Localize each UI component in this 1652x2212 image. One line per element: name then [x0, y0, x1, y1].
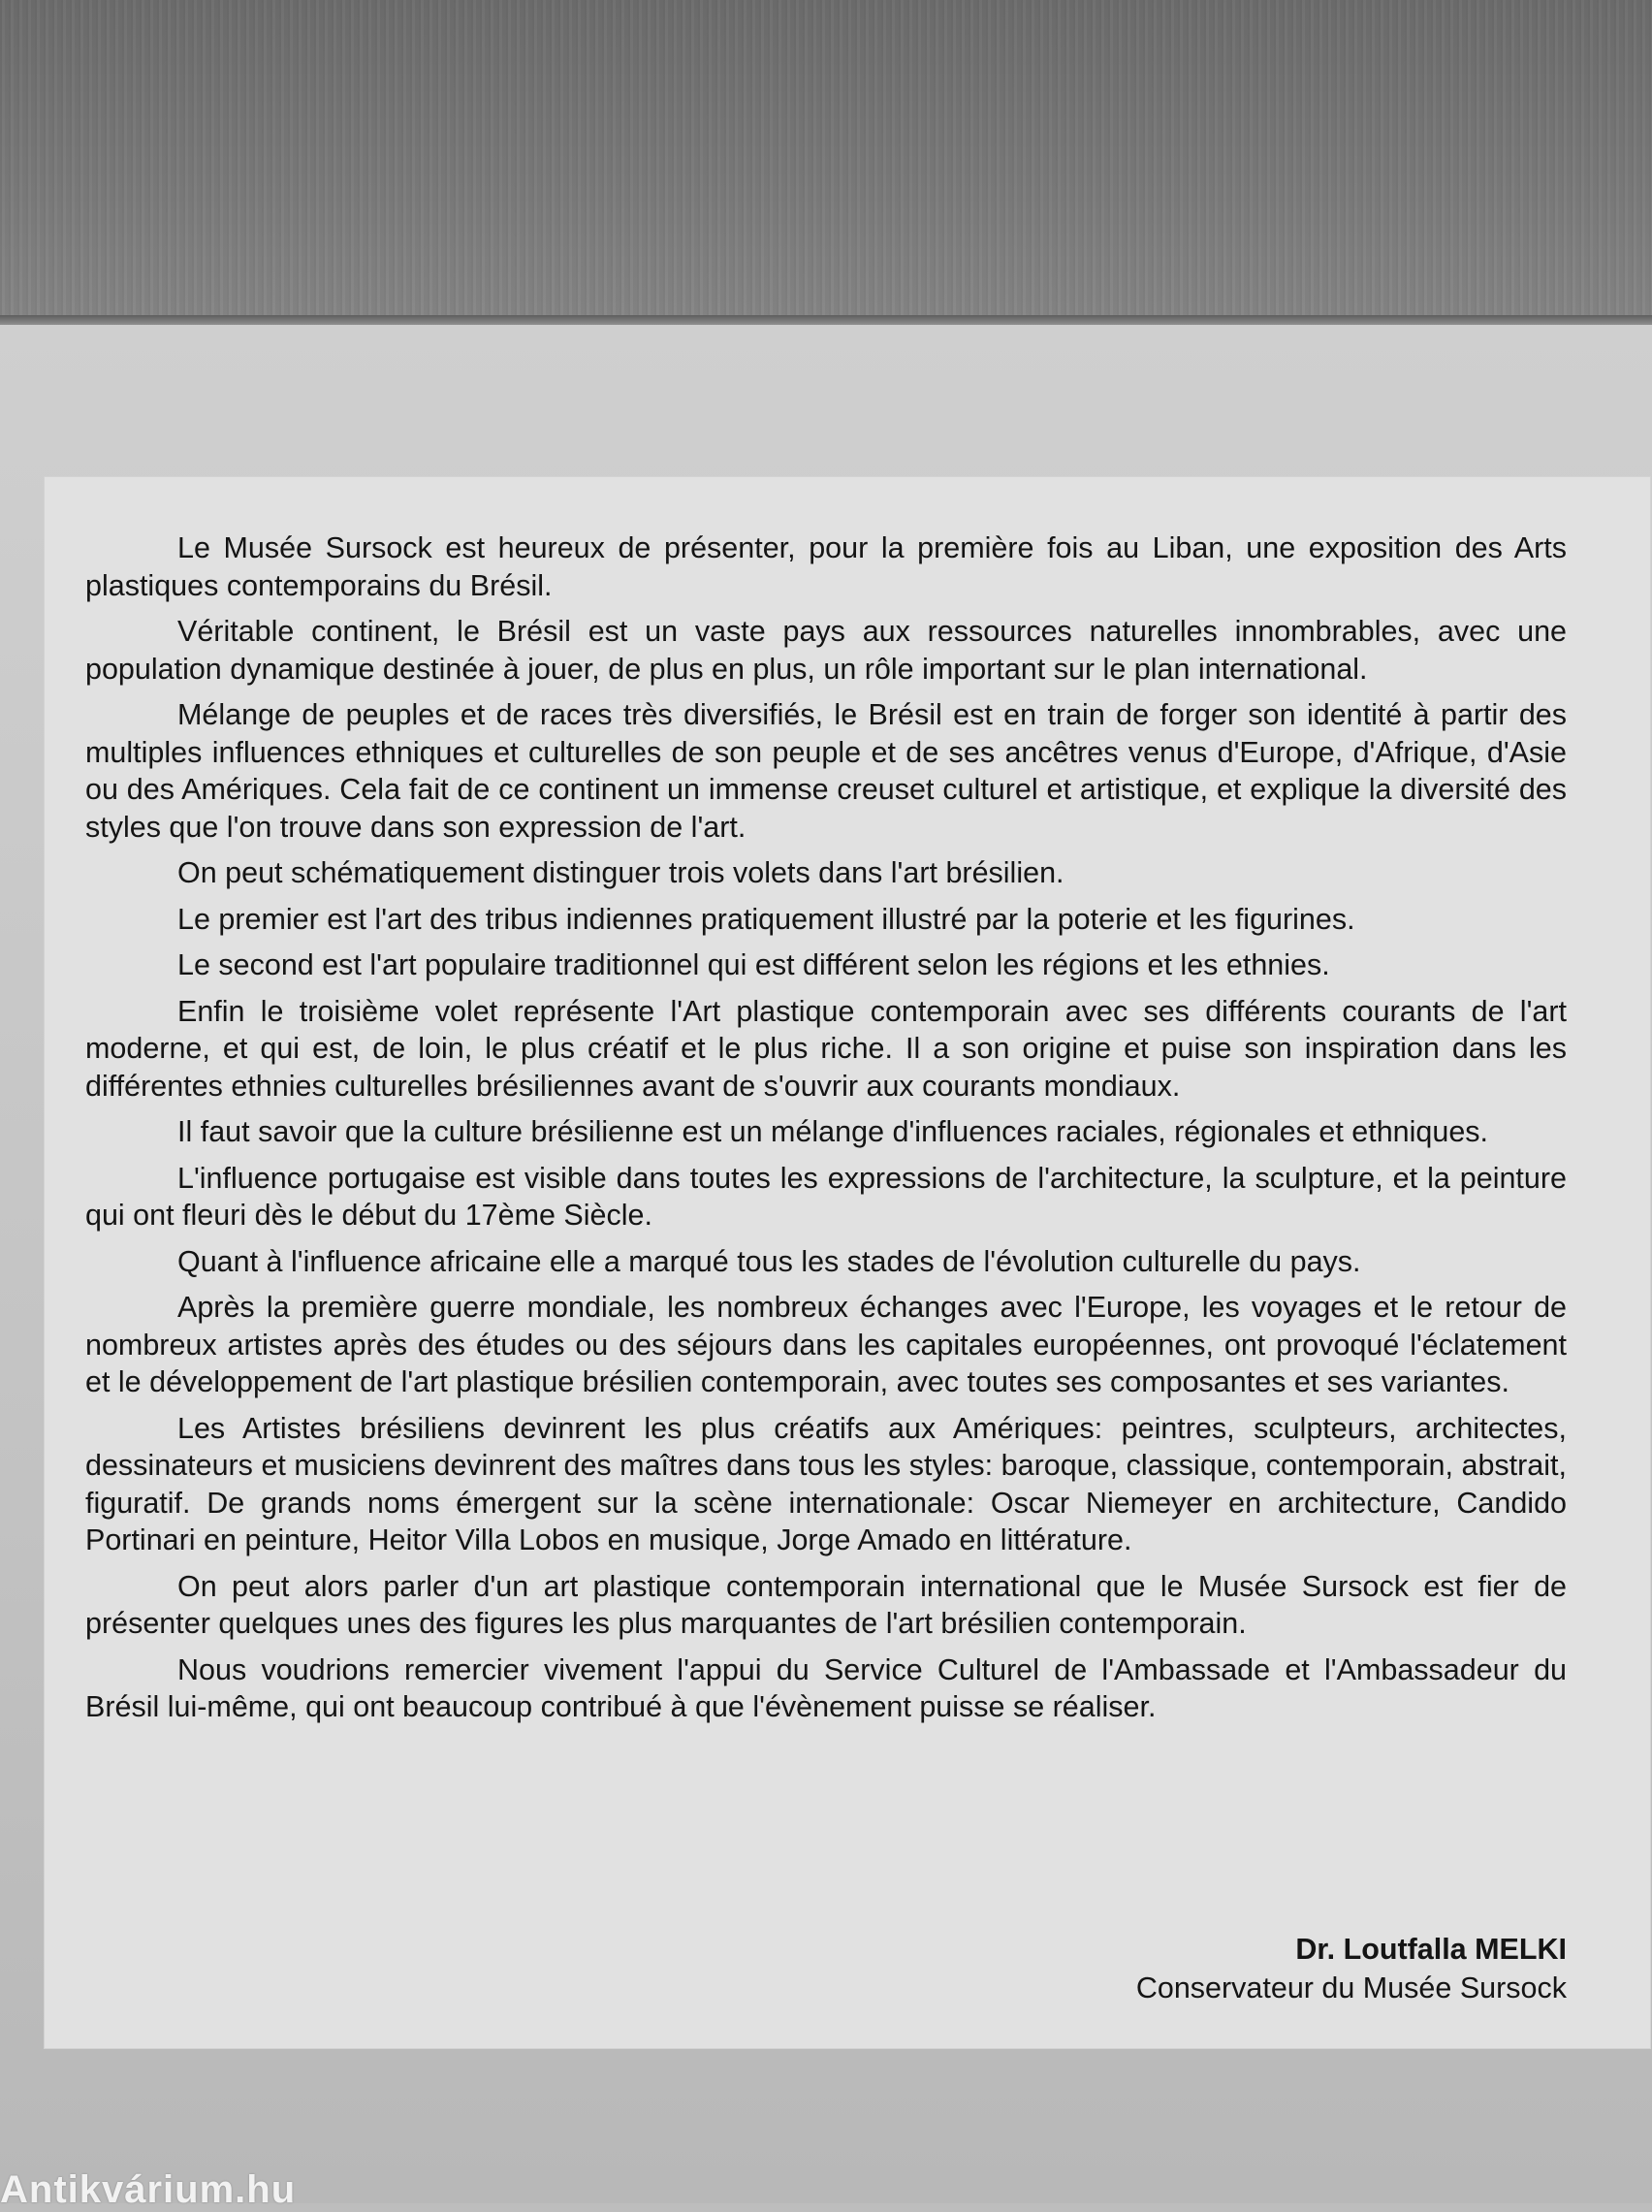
paragraph-14: Nous voudrions remercier vivement l'appui du Service Culturel de l'Ambassade et l'Ambassadeur du Brésil lui-même, qui ont beaucoup contribué à que l'évènement puisse se réaliser. [85, 1652, 1567, 1723]
background-wall [0, 0, 1652, 323]
watermark-text: Antikvárium.hu [0, 2168, 297, 2211]
paragraph-11: Après la première guerre mondiale, les nombreux échanges avec l'Europe, les voyages et le retour de nombreux artistes après des études ou des séjours dans les capitales européennes, ont provoqué l'éclatement et le développement de l'art plastique brésilien contemporain, avec toutes ses composantes et ses variantes. [85, 1291, 1567, 1398]
paragraph-12: Les Artistes brésiliens devinrent les plus créatifs aux Amériques: peintres, sculpteurs, architectes, dessinateurs et musiciens devinrent des maîtres dans tous les styles: baroque, classique, contemporain, abstrait, figuratif. De grands noms émergent sur la scène internationale: Oscar Niemeyer en architecture, Candido Portinari en peinture, Heitor Villa Lobos en musique, Jorge Amado en littérature. [85, 1411, 1567, 1556]
signature-title: Conservateur du Musée Sursock [1135, 1972, 1567, 2004]
paragraph-9: L'influence portugaise est visible dans toutes les expressions de l'architecture, la sculpture, et la peinture qui ont fleuri dès le début du 17ème Siècle. [85, 1161, 1567, 1232]
paragraph-5: Le premier est l'art des tribus indiennes pratiquement illustré par la poterie et les figurines. [177, 902, 1355, 936]
paragraph-6: Le second est l'art populaire traditionnel qui est différent selon les régions et les ethnies. [177, 948, 1330, 981]
paragraph-2: Véritable continent, le Brésil est un vaste pays aux ressources naturelles innombrables, avec une population dynamique destinée à jouer, de plus en plus, un rôle important sur le plan international. [85, 615, 1567, 686]
paragraph-13: On peut alors parler d'un art plastique contemporain international que le Musée Sursock est fier de présenter quelques unes des figures les plus marquantes de l'art brésilien contemporain. [85, 1569, 1567, 1640]
signature-block [1136, 1930, 1567, 2007]
paragraph-1: Le Musée Sursock est heureux de présenter, pour la première fois au Liban, une exposition des Arts plastiques contemporains du Brésil. [85, 531, 1567, 602]
document-body [85, 529, 1567, 1735]
paragraph-10: Quant à l'influence africaine elle a marqué tous les stades de l'évolution culturelle du pays. [177, 1244, 1361, 1278]
signature-name: Dr. Loutfalla MELKI [1295, 1933, 1567, 1966]
paragraph-3: Mélange de peuples et de races très diversifiés, le Brésil est en train de forger son identité à partir des multiples influences ethniques et culturelles de son peuple et de ses ancêtres venus d'Europe, d'Afrique, d'Asie ou des Amériques. Cela fait de ce continent un immense creuset culturel et artistique, et explique la diversité des styles que l'on trouve dans son expression de l'art. [85, 698, 1567, 844]
paragraph-8: Il faut savoir que la culture brésilienne est un mélange d'influences raciales, régionales et ethniques. [177, 1115, 1489, 1148]
paragraph-4: On peut schématiquement distinguer trois volets dans l'art brésilien. [177, 856, 1064, 889]
paragraph-7: Enfin le troisième volet représente l'Art plastique contemporain avec ses différents courants de l'art moderne, et qui est, de loin, le plus créatif et le plus riche. Il a son origine et puise son inspiration dans les différentes ethnies culturelles brésiliennes avant de s'ouvrir aux courants mondiaux. [85, 994, 1567, 1103]
